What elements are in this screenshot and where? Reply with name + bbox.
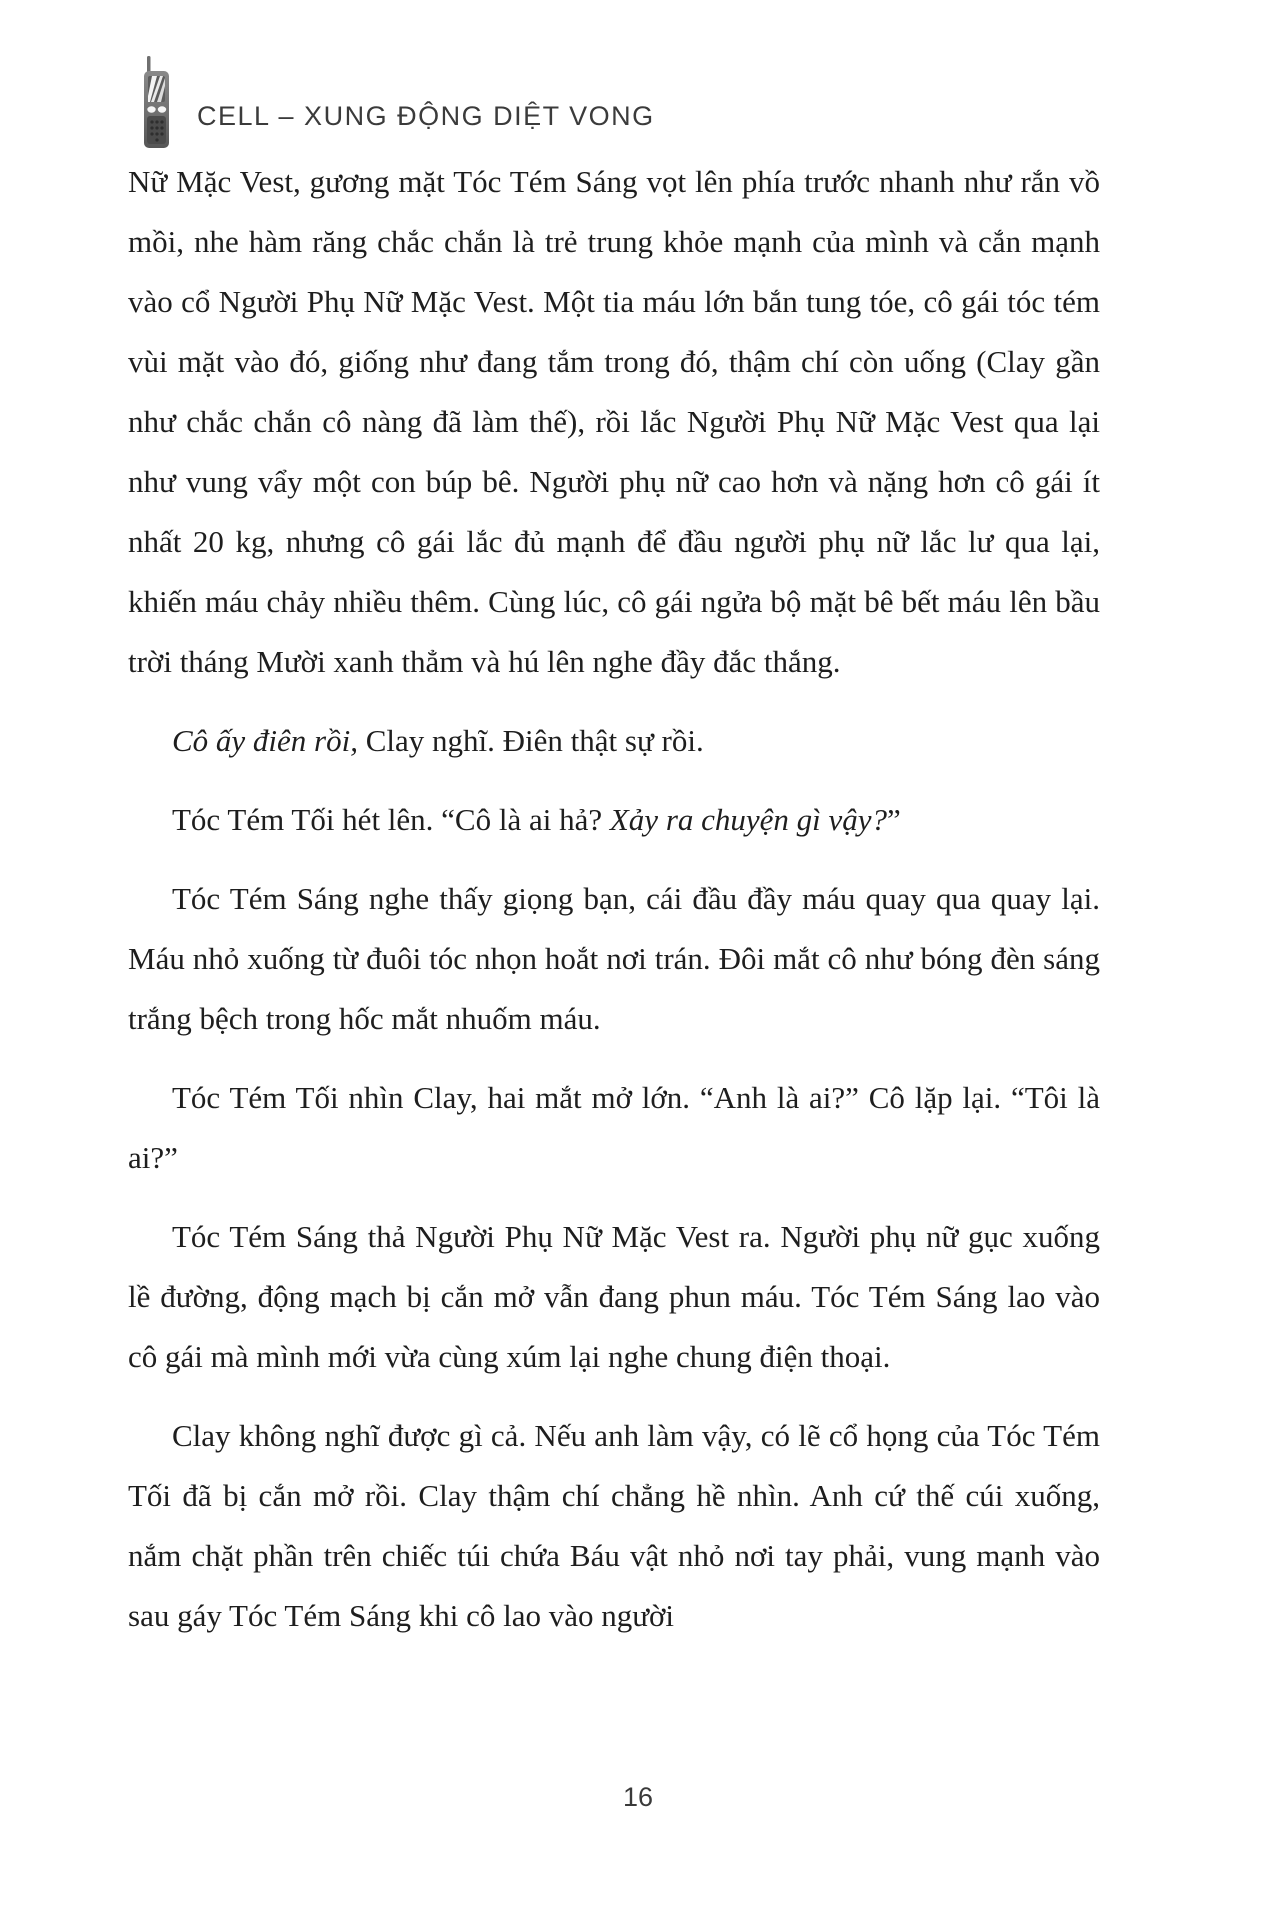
paragraph — [128, 1207, 1100, 1387]
italic-run: Xảy ra chuyện gì vậy? — [609, 802, 888, 837]
italic-run: Cô ấy điên rồi, — [172, 723, 358, 758]
text-run: Clay không nghĩ được gì cả. Nếu anh làm vậy, có lẽ cổ họng của Tóc Tém Tối đã bị cắn mở rồi. Clay thậm chí chẳng hề nhìn. Anh cứ thế cúi xuống, nắm chặt phần trên chiếc túi chứa Báu vật nhỏ nơi tay phải, vung mạnh vào sau gáy Tóc Tém Sáng khi cô lao vào người — [128, 1418, 1100, 1633]
text-run: Clay nghĩ. Điên thật sự rồi. — [358, 723, 704, 758]
paragraph — [128, 1068, 1100, 1188]
text-run: Nữ Mặc Vest, gương mặt Tóc Tém Sáng vọt lên phía trước nhanh như rắn vồ mồi, nhe hàm răng chắc chắn là trẻ trung khỏe mạnh của mình và cắn mạnh vào cổ Người Phụ Nữ Mặc Vest. Một tia máu lớn bắn tung tóe, cô gái tóc tém vùi mặt vào đó, giống như đang tắm trong đó, thậm chí còn uống (Clay gần như chắc chắn cô nàng đã làm thế), rồi lắc Người Phụ Nữ Mặc Vest qua lại như vung vẩy một con búp bê. Người phụ nữ cao hơn và nặng hơn cô gái ít nhất 20 kg, nhưng cô gái lắc đủ mạnh để đầu người phụ nữ lắc lư qua lại, khiến máu chảy nhiều thêm. Cùng lúc, cô gái ngửa bộ mặt bê bết máu lên bầu trời tháng Mười xanh thẳm và hú lên nghe đầy đắc thắng. — [128, 164, 1100, 679]
text-run: Tóc Tém Sáng nghe thấy giọng bạn, cái đầu đầy máu quay qua quay lại. Máu nhỏ xuống từ đuôi tóc nhọn hoắt nơi trán. Đôi mắt cô như bóng đèn sáng trắng bệch trong hốc mắt nhuốm máu. — [128, 881, 1100, 1036]
text-run: Tóc Tém Tối hét lên. “Cô là ai hả? — [172, 802, 610, 837]
page-body — [128, 152, 1100, 1665]
running-head-title: CELL – XUNG ĐỘNG DIỆT VONG — [197, 100, 655, 131]
text-run: ” — [887, 802, 901, 837]
page-header — [143, 56, 655, 150]
text-run: Tóc Tém Sáng thả Người Phụ Nữ Mặc Vest ra. Người phụ nữ gục xuống lề đường, động mạch bị cắn mở vẫn đang phun máu. Tóc Tém Sáng lao vào cô gái mà mình mới vừa cùng xúm lại nghe chung điện thoại. — [128, 1219, 1100, 1374]
paragraph — [128, 869, 1100, 1049]
paragraph — [128, 152, 1100, 692]
text-run: Tóc Tém Tối nhìn Clay, hai mắt mở lớn. “Anh là ai?” Cô lặp lại. “Tôi là ai?” — [128, 1080, 1100, 1175]
page-footer — [0, 1782, 1276, 1813]
cell-phone-icon — [143, 56, 173, 150]
page-number: 16 — [622, 1782, 654, 1812]
paragraph — [128, 711, 1100, 771]
paragraph — [128, 790, 1100, 850]
paragraph — [128, 1406, 1100, 1646]
